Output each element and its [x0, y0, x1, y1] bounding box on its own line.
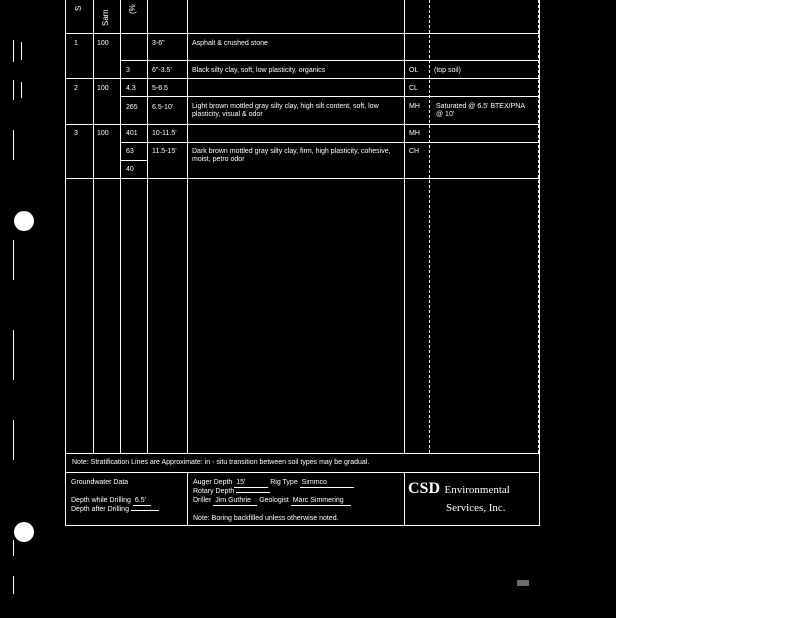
- logo-line2: Services, Inc.: [446, 502, 506, 514]
- sample-number: 2: [74, 85, 78, 92]
- depth-after-drilling: [71, 505, 159, 514]
- column-rule: [147, 0, 148, 453]
- recovery-value: 100: [97, 130, 109, 137]
- column-rule: [404, 0, 405, 453]
- recovery-value: 100: [97, 85, 109, 92]
- driller-value: Jim Guthrie: [213, 496, 257, 506]
- column-rule: [187, 0, 188, 453]
- logo-line1: Environmental: [444, 484, 510, 496]
- blow-count: 4.3: [126, 85, 136, 92]
- uscs-code: MH: [409, 130, 420, 137]
- logo-abbr: CSD: [408, 480, 441, 497]
- row-rule: [66, 178, 539, 179]
- uscs-code: CH: [409, 148, 420, 155]
- depth-range: 3-6": [152, 40, 165, 47]
- depth-after-value: [131, 510, 159, 511]
- blow-count: 3: [126, 67, 130, 74]
- rig-label: Rig Type: [270, 479, 298, 486]
- soil-description: Dark brown mottled gray silty clay, firm, high plasticity, cohesive, moist, petro odor: [192, 148, 391, 163]
- depth-after-label: Depth after Drilling: [71, 506, 129, 513]
- edge-mark: [13, 420, 14, 460]
- row-rule: [120, 142, 539, 143]
- row-rule: [120, 160, 147, 161]
- sample-number: 3: [74, 130, 78, 137]
- remarks: Saturated @ 6.5' BTEX/PNA @ 10': [436, 103, 525, 118]
- company-logo: [408, 480, 536, 516]
- rig-value: Simmco: [300, 478, 354, 488]
- depth-while-label: Depth while Drilling: [71, 497, 131, 504]
- column-rule: [429, 0, 431, 453]
- depth-range: 10-11.5': [152, 130, 177, 137]
- column-rule: [120, 0, 121, 453]
- row-rule: [66, 472, 539, 473]
- blow-count: 63: [126, 148, 134, 155]
- row-rule: [66, 33, 539, 34]
- depth-range: 5-6.5: [152, 85, 168, 92]
- edge-mark: [21, 42, 22, 60]
- sample-number: 1: [74, 40, 78, 47]
- binder-hole: [14, 522, 34, 542]
- edge-mark: [13, 80, 14, 100]
- edge-mark: [13, 40, 14, 62]
- soil-description: Light brown mottled gray silty clay, high silt content, soft, low plasticity, visual & odor: [192, 103, 379, 118]
- column-rule: [538, 0, 540, 453]
- stratification-note: Note: Stratification Lines are Approximate: in - situ transition between soil types may be gradual.: [72, 459, 370, 466]
- row-rule: [66, 453, 539, 454]
- uscs-code: MH: [409, 103, 420, 110]
- driller-and-geologist: [193, 496, 351, 506]
- rotary-value: [236, 492, 270, 493]
- edge-mark: [13, 576, 14, 594]
- depth-range: 11.5-15': [152, 148, 177, 155]
- blow-count: 40: [126, 166, 134, 173]
- auger-label: Auger Depth: [193, 479, 233, 486]
- edge-mark: [13, 240, 14, 280]
- blow-count: 401: [126, 130, 138, 137]
- auger-value: 15': [234, 478, 268, 488]
- geologist-value: Marc Simmering: [291, 496, 351, 506]
- scan-artifact: [517, 580, 529, 586]
- footer-rule: [187, 472, 188, 525]
- recovery-value: 100: [97, 40, 109, 47]
- depth-range: 6.5-10': [152, 104, 174, 111]
- edge-mark: [13, 330, 14, 380]
- soil-description: Black silty clay, soft, low plasticity, organics: [192, 67, 326, 74]
- edge-mark: [13, 130, 14, 160]
- binder-hole: [14, 211, 34, 231]
- depth-while-value: 6.5': [133, 496, 151, 506]
- depth-range: 6"-3.5': [152, 67, 172, 74]
- column-header: (%: [128, 4, 137, 14]
- column-header: S: [74, 5, 83, 11]
- row-rule: [66, 124, 539, 125]
- column-header: Sam: [101, 9, 110, 26]
- row-rule: [120, 96, 539, 97]
- geologist-label: Geologist: [259, 497, 289, 504]
- rotary-label: Rotary Depth: [193, 488, 235, 495]
- rotary-depth: [193, 487, 270, 496]
- uscs-code: CL: [409, 85, 418, 92]
- footer-rule: [404, 472, 405, 525]
- driller-label: Driller: [193, 497, 212, 504]
- edge-mark: [13, 540, 14, 556]
- edge-mark: [21, 82, 22, 98]
- backfill-note: Note: Boring backfilled unless otherwise noted.: [193, 515, 339, 522]
- row-rule: [120, 60, 539, 61]
- blow-count: 265: [126, 104, 138, 111]
- groundwater-title: Groundwater Data: [71, 479, 129, 486]
- remarks: (top soil): [434, 67, 461, 74]
- boring-log-table: [65, 0, 540, 526]
- row-rule: [66, 78, 539, 79]
- uscs-code: OL: [409, 67, 419, 74]
- soil-description: Asphalt & crushed stone: [192, 40, 268, 47]
- column-rule: [93, 0, 94, 453]
